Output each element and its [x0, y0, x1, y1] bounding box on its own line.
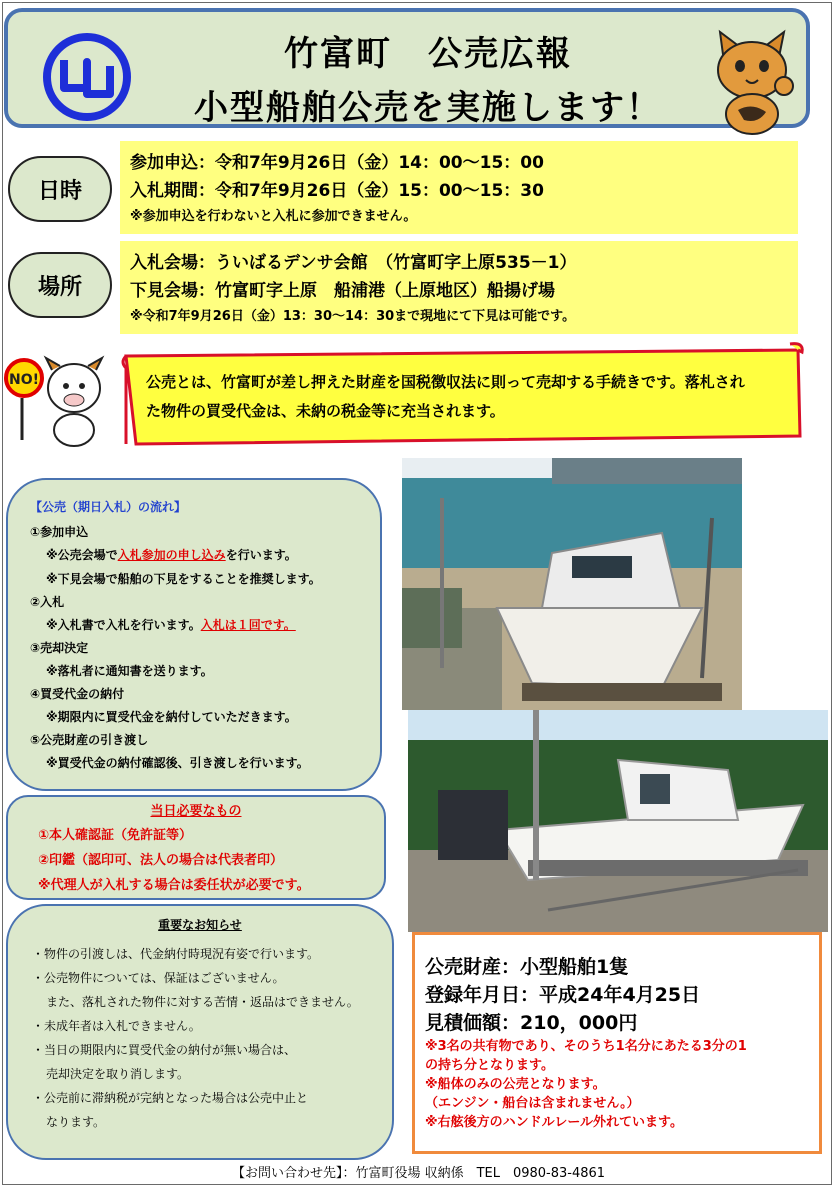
definition-line2: た物件の買受代金は、未納の税金等に充当されます。 [146, 402, 505, 420]
required-items-box [6, 795, 386, 900]
auction-flow-box [6, 478, 382, 791]
flow-step-5-detail: ※買受代金の納付確認後、引き渡しを行います。 [46, 756, 309, 770]
boat-photo-side [408, 710, 828, 932]
required-item-proxy: ※代理人が入札する場合は委任状が必要です。 [38, 878, 310, 893]
schedule-box [120, 141, 798, 234]
notice-line: また、落札された物件に対する苦情・返品はできません。 [46, 995, 359, 1009]
cat-mascot-icon [708, 26, 798, 136]
schedule-note: ※参加申込を行わないと入札に参加できません。 [130, 209, 417, 224]
place-preview-venue: 下見会場：竹富町字上原 船浦港（上原地区）船揚げ場 [130, 281, 555, 301]
flow-step-2-detail [30, 613, 380, 637]
definition-banner [118, 340, 808, 450]
place-note: ※令和7年9月26日（金）13：30～14：30まで現地にて下見は可能です。 [130, 309, 576, 324]
schedule-entry: 参加申込：令和7年9月26日（金）14：00～15：00 [130, 153, 544, 173]
required-items-title: 当日必要なもの [150, 804, 242, 819]
flow-title: 【公売（期日入札）の流れ】 [30, 500, 187, 514]
notice-title: 重要なお知らせ [158, 918, 242, 932]
place-bid-venue: 入札会場：ういばるデンサ会館 （竹富町字上原535－1） [130, 253, 577, 273]
no-sign-text: NO! [8, 372, 40, 388]
property-details-box [412, 932, 822, 1154]
property-estimated-price: 見積価額：210，000円 [425, 1012, 638, 1034]
definition-text [146, 368, 786, 426]
cow-mascot-icon [2, 348, 112, 448]
place-box [120, 241, 798, 334]
flow-step-1-pre: ※公売会場で [46, 548, 118, 562]
flow-step-4-detail: ※期限内に買受代金を納付していただきます。 [46, 710, 297, 724]
header-title-line2: 小型船舶公売を実施します！ [194, 88, 662, 128]
notice-line: ・公売物件については、保証はございません。 [32, 971, 285, 985]
required-item-seal: ②印鑑（認印可、法人の場合は代表者印） [38, 853, 284, 868]
notice-line: ・物件の引渡しは、代金納付時現況有姿で行います。 [32, 947, 320, 961]
property-remark: ※船体のみの公売となります。 [425, 1077, 606, 1092]
flow-step-4: ④買受代金の納付 [30, 687, 125, 701]
flow-step-2-pre: ※入札書で入札を行います。 [46, 618, 201, 632]
contact-footer: 【お問い合わせ先】：竹富町役場 収納係 TEL 0980-83-4861 [231, 1166, 606, 1181]
flow-step-5: ⑤公売財産の引き渡し [30, 733, 149, 747]
property-registration-date: 登録年月日：平成24年4月25日 [425, 984, 701, 1006]
flow-step-2-highlight: 入札は１回です。 [200, 618, 296, 632]
flow-step-1: ①参加申込 [30, 525, 89, 539]
header-banner [4, 8, 810, 128]
header-title-line1: 竹富町 公売広報 [284, 34, 572, 74]
property-remark: ※3名の共有物であり、そのうち1名分にあたる3分の1 [425, 1039, 747, 1054]
property-item: 公売財産：小型船舶1隻 [425, 956, 629, 978]
important-notice-box [6, 904, 394, 1160]
flow-step-1-post: を行います。 [225, 548, 297, 562]
notice-line: ・公売前に滞納税が完納となった場合は公売中止と [32, 1091, 309, 1105]
boat-photo-front [402, 458, 742, 710]
required-item-id: ①本人確認証（免許証等） [38, 828, 193, 843]
place-label: 場所 [8, 252, 112, 318]
flow-step-3: ③売却決定 [30, 641, 89, 655]
property-remark: ※右舷後方のハンドルレール外れています。 [425, 1115, 684, 1130]
property-remark: （エンジン・船台は含まれません。） [425, 1096, 640, 1111]
flow-step-3-detail: ※落札者に通知書を送ります。 [46, 664, 213, 678]
flow-step-1-detail-b: ※下見会場で船舶の下見をすることを推奨します。 [46, 572, 321, 586]
definition-line1: 公売とは、竹富町が差し押えた財産を国税徴収法に則って売却する手続きです。落札され [146, 373, 745, 391]
schedule-label: 日時 [8, 156, 112, 222]
town-emblem-icon [42, 32, 132, 122]
flow-step-1-detail-a [30, 543, 380, 567]
notice-line: ・未成年者は入札できません。 [32, 1019, 201, 1033]
flow-step-2: ②入札 [30, 595, 65, 609]
schedule-bidding: 入札期間：令和7年9月26日（金）15：00～15：30 [130, 181, 544, 201]
notice-line: ・当日の期限内に買受代金の納付が無い場合は、 [32, 1043, 297, 1057]
property-remark: の持ち分となります。 [425, 1058, 554, 1073]
notice-line: 売却決定を取り消します。 [46, 1067, 190, 1081]
flow-step-1-highlight: 入札参加の申し込み [117, 548, 226, 562]
notice-line: なります。 [46, 1115, 106, 1129]
